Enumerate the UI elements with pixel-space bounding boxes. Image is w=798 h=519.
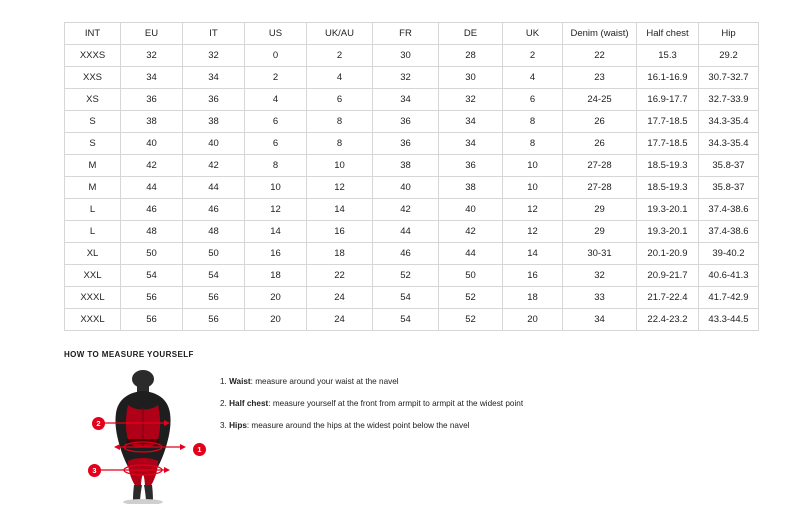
cell: 50 (183, 243, 245, 265)
cell: M (65, 155, 121, 177)
cell: 50 (121, 243, 183, 265)
cell: 18 (307, 243, 373, 265)
cell: 10 (307, 155, 373, 177)
cell: 33 (563, 287, 637, 309)
table-row (65, 133, 759, 155)
cell: 21.7-22.4 (637, 287, 699, 309)
cell: 40.6-41.3 (699, 265, 759, 287)
cell: 30-31 (563, 243, 637, 265)
table-row (65, 89, 759, 111)
cell: 30.7-32.7 (699, 67, 759, 89)
cell: 48 (183, 221, 245, 243)
cell: 24 (307, 309, 373, 331)
cell: 30 (373, 45, 439, 67)
column-header: Denim (waist) (563, 23, 637, 45)
cell: 52 (439, 309, 503, 331)
cell: 8 (503, 111, 563, 133)
cell: 39-40.2 (699, 243, 759, 265)
cell: 54 (183, 265, 245, 287)
cell: 48 (121, 221, 183, 243)
column-header: DE (439, 23, 503, 45)
cell: 42 (373, 199, 439, 221)
cell: 24-25 (563, 89, 637, 111)
cell: 6 (245, 133, 307, 155)
cell: 34 (563, 309, 637, 331)
cell: 36 (121, 89, 183, 111)
cell: 56 (183, 309, 245, 331)
measure-note-number: 2. (220, 398, 227, 408)
cell: XXXL (65, 309, 121, 331)
column-header: UK (503, 23, 563, 45)
cell: S (65, 133, 121, 155)
cell: 2 (503, 45, 563, 67)
cell: XXL (65, 265, 121, 287)
cell: 34 (439, 133, 503, 155)
cell: 16.9-17.7 (637, 89, 699, 111)
cell: 36 (373, 111, 439, 133)
mannequin-illustration (64, 369, 214, 504)
cell: 37.4-38.6 (699, 221, 759, 243)
measure-note-term: Hips (229, 420, 247, 430)
cell: XXXL (65, 287, 121, 309)
cell: 17.7-18.5 (637, 111, 699, 133)
how-to-measure-body (64, 369, 734, 504)
measure-note-hips (220, 421, 523, 431)
cell: 22 (563, 45, 637, 67)
table-row (65, 243, 759, 265)
cell: 29 (563, 199, 637, 221)
how-to-measure-section (64, 350, 734, 504)
cell: 46 (183, 199, 245, 221)
table-row (65, 67, 759, 89)
table-row (65, 177, 759, 199)
cell: 32 (183, 45, 245, 67)
cell: 38 (373, 155, 439, 177)
cell: S (65, 111, 121, 133)
cell: 34 (373, 89, 439, 111)
measure-note-term: Half chest (229, 398, 269, 408)
cell: 8 (245, 155, 307, 177)
cell: 12 (503, 199, 563, 221)
cell: 42 (121, 155, 183, 177)
cell: 40 (373, 177, 439, 199)
cell: 20.1-20.9 (637, 243, 699, 265)
cell: 4 (307, 67, 373, 89)
cell: 16 (503, 265, 563, 287)
table-row (65, 287, 759, 309)
cell: 29 (563, 221, 637, 243)
cell: XS (65, 89, 121, 111)
cell: XXXS (65, 45, 121, 67)
size-chart-container (64, 22, 749, 331)
cell: 22 (307, 265, 373, 287)
cell: 36 (373, 133, 439, 155)
cell: 56 (121, 309, 183, 331)
column-header: Hip (699, 23, 759, 45)
measure-note-text: : measure around your waist at the navel (250, 377, 399, 386)
cell: 34.3-35.4 (699, 133, 759, 155)
cell: 18.5-19.3 (637, 177, 699, 199)
cell: 19.3-20.1 (637, 199, 699, 221)
cell: 10 (245, 177, 307, 199)
cell: 12 (245, 199, 307, 221)
table-row (65, 45, 759, 67)
table-row (65, 155, 759, 177)
cell: 40 (183, 133, 245, 155)
column-header: INT (65, 23, 121, 45)
cell: 46 (121, 199, 183, 221)
cell: 14 (307, 199, 373, 221)
table-header-row (65, 23, 759, 45)
cell: 42 (183, 155, 245, 177)
cell: 8 (307, 111, 373, 133)
cell: 34 (183, 67, 245, 89)
cell: 0 (245, 45, 307, 67)
table-row (65, 111, 759, 133)
cell: 52 (373, 265, 439, 287)
measure-notes (220, 369, 523, 443)
cell: L (65, 221, 121, 243)
cell: 36 (439, 155, 503, 177)
cell: 2 (307, 45, 373, 67)
cell: 40 (439, 199, 503, 221)
column-header: IT (183, 23, 245, 45)
cell: 24 (307, 287, 373, 309)
measure-badge-waist: 1 (193, 443, 206, 456)
cell: 44 (183, 177, 245, 199)
measure-note-waist (220, 377, 523, 387)
cell: 14 (245, 221, 307, 243)
cell: 6 (503, 89, 563, 111)
cell: 38 (183, 111, 245, 133)
cell: 27-28 (563, 155, 637, 177)
cell: 18 (245, 265, 307, 287)
table-row (65, 199, 759, 221)
cell: 2 (245, 67, 307, 89)
table-body (65, 45, 759, 331)
measure-note-number: 3. (220, 420, 227, 430)
cell: 35.8-37 (699, 177, 759, 199)
cell: 37.4-38.6 (699, 199, 759, 221)
column-header: US (245, 23, 307, 45)
cell: 17.7-18.5 (637, 133, 699, 155)
measure-note-term: Waist (229, 377, 251, 386)
cell: 42 (439, 221, 503, 243)
cell: 54 (373, 309, 439, 331)
cell: 30 (439, 67, 503, 89)
cell: 8 (307, 133, 373, 155)
cell: 54 (373, 287, 439, 309)
column-header: EU (121, 23, 183, 45)
measure-badge-hips: 3 (88, 464, 101, 477)
cell: 16 (245, 243, 307, 265)
cell: 18.5-19.3 (637, 155, 699, 177)
measure-note-half-chest (220, 399, 523, 409)
cell: XL (65, 243, 121, 265)
measure-note-number: 1. (220, 377, 227, 386)
cell: 26 (563, 133, 637, 155)
cell: 46 (373, 243, 439, 265)
cell: 16 (307, 221, 373, 243)
cell: 8 (503, 133, 563, 155)
cell: 32 (439, 89, 503, 111)
cell: 38 (439, 177, 503, 199)
cell: 34 (439, 111, 503, 133)
cell: 20 (245, 309, 307, 331)
cell: 19.3-20.1 (637, 221, 699, 243)
cell: 4 (245, 89, 307, 111)
cell: 20 (503, 309, 563, 331)
cell: 27-28 (563, 177, 637, 199)
cell: 32 (563, 265, 637, 287)
cell: 16.1-16.9 (637, 67, 699, 89)
cell: M (65, 177, 121, 199)
cell: 38 (121, 111, 183, 133)
cell: 50 (439, 265, 503, 287)
cell: 44 (439, 243, 503, 265)
cell: 56 (183, 287, 245, 309)
cell: 20.9-21.7 (637, 265, 699, 287)
cell: 44 (373, 221, 439, 243)
cell: 32.7-33.9 (699, 89, 759, 111)
cell: 32 (121, 45, 183, 67)
cell: 26 (563, 111, 637, 133)
cell: 23 (563, 67, 637, 89)
cell: 4 (503, 67, 563, 89)
table-row (65, 265, 759, 287)
cell: 29.2 (699, 45, 759, 67)
cell: 14 (503, 243, 563, 265)
column-header: FR (373, 23, 439, 45)
mannequin-figure-icon (88, 369, 198, 504)
cell: 6 (245, 111, 307, 133)
measure-badge-half-chest: 2 (92, 417, 105, 430)
cell: 20 (245, 287, 307, 309)
cell: 41.7-42.9 (699, 287, 759, 309)
cell: XXS (65, 67, 121, 89)
cell: 15.3 (637, 45, 699, 67)
cell: 10 (503, 155, 563, 177)
cell: 12 (503, 221, 563, 243)
cell: 34.3-35.4 (699, 111, 759, 133)
cell: 18 (503, 287, 563, 309)
size-chart-table (64, 22, 759, 331)
cell: 10 (503, 177, 563, 199)
cell: 54 (121, 265, 183, 287)
cell: 6 (307, 89, 373, 111)
measure-note-text: : measure around the hips at the widest point below the navel (246, 420, 470, 430)
cell: 22.4-23.2 (637, 309, 699, 331)
cell: 34 (121, 67, 183, 89)
cell: L (65, 199, 121, 221)
cell: 43.3-44.5 (699, 309, 759, 331)
cell: 44 (121, 177, 183, 199)
table-row (65, 309, 759, 331)
column-header: Half chest (637, 23, 699, 45)
measure-note-text: : measure yourself at the front from armpit to armpit at the widest point (268, 398, 524, 408)
cell: 28 (439, 45, 503, 67)
cell: 52 (439, 287, 503, 309)
how-to-measure-title: HOW TO MEASURE YOURSELF (64, 350, 194, 359)
cell: 36 (183, 89, 245, 111)
table-row (65, 221, 759, 243)
cell: 12 (307, 177, 373, 199)
cell: 40 (121, 133, 183, 155)
cell: 32 (373, 67, 439, 89)
cell: 35.8-37 (699, 155, 759, 177)
cell: 56 (121, 287, 183, 309)
column-header: UK/AU (307, 23, 373, 45)
